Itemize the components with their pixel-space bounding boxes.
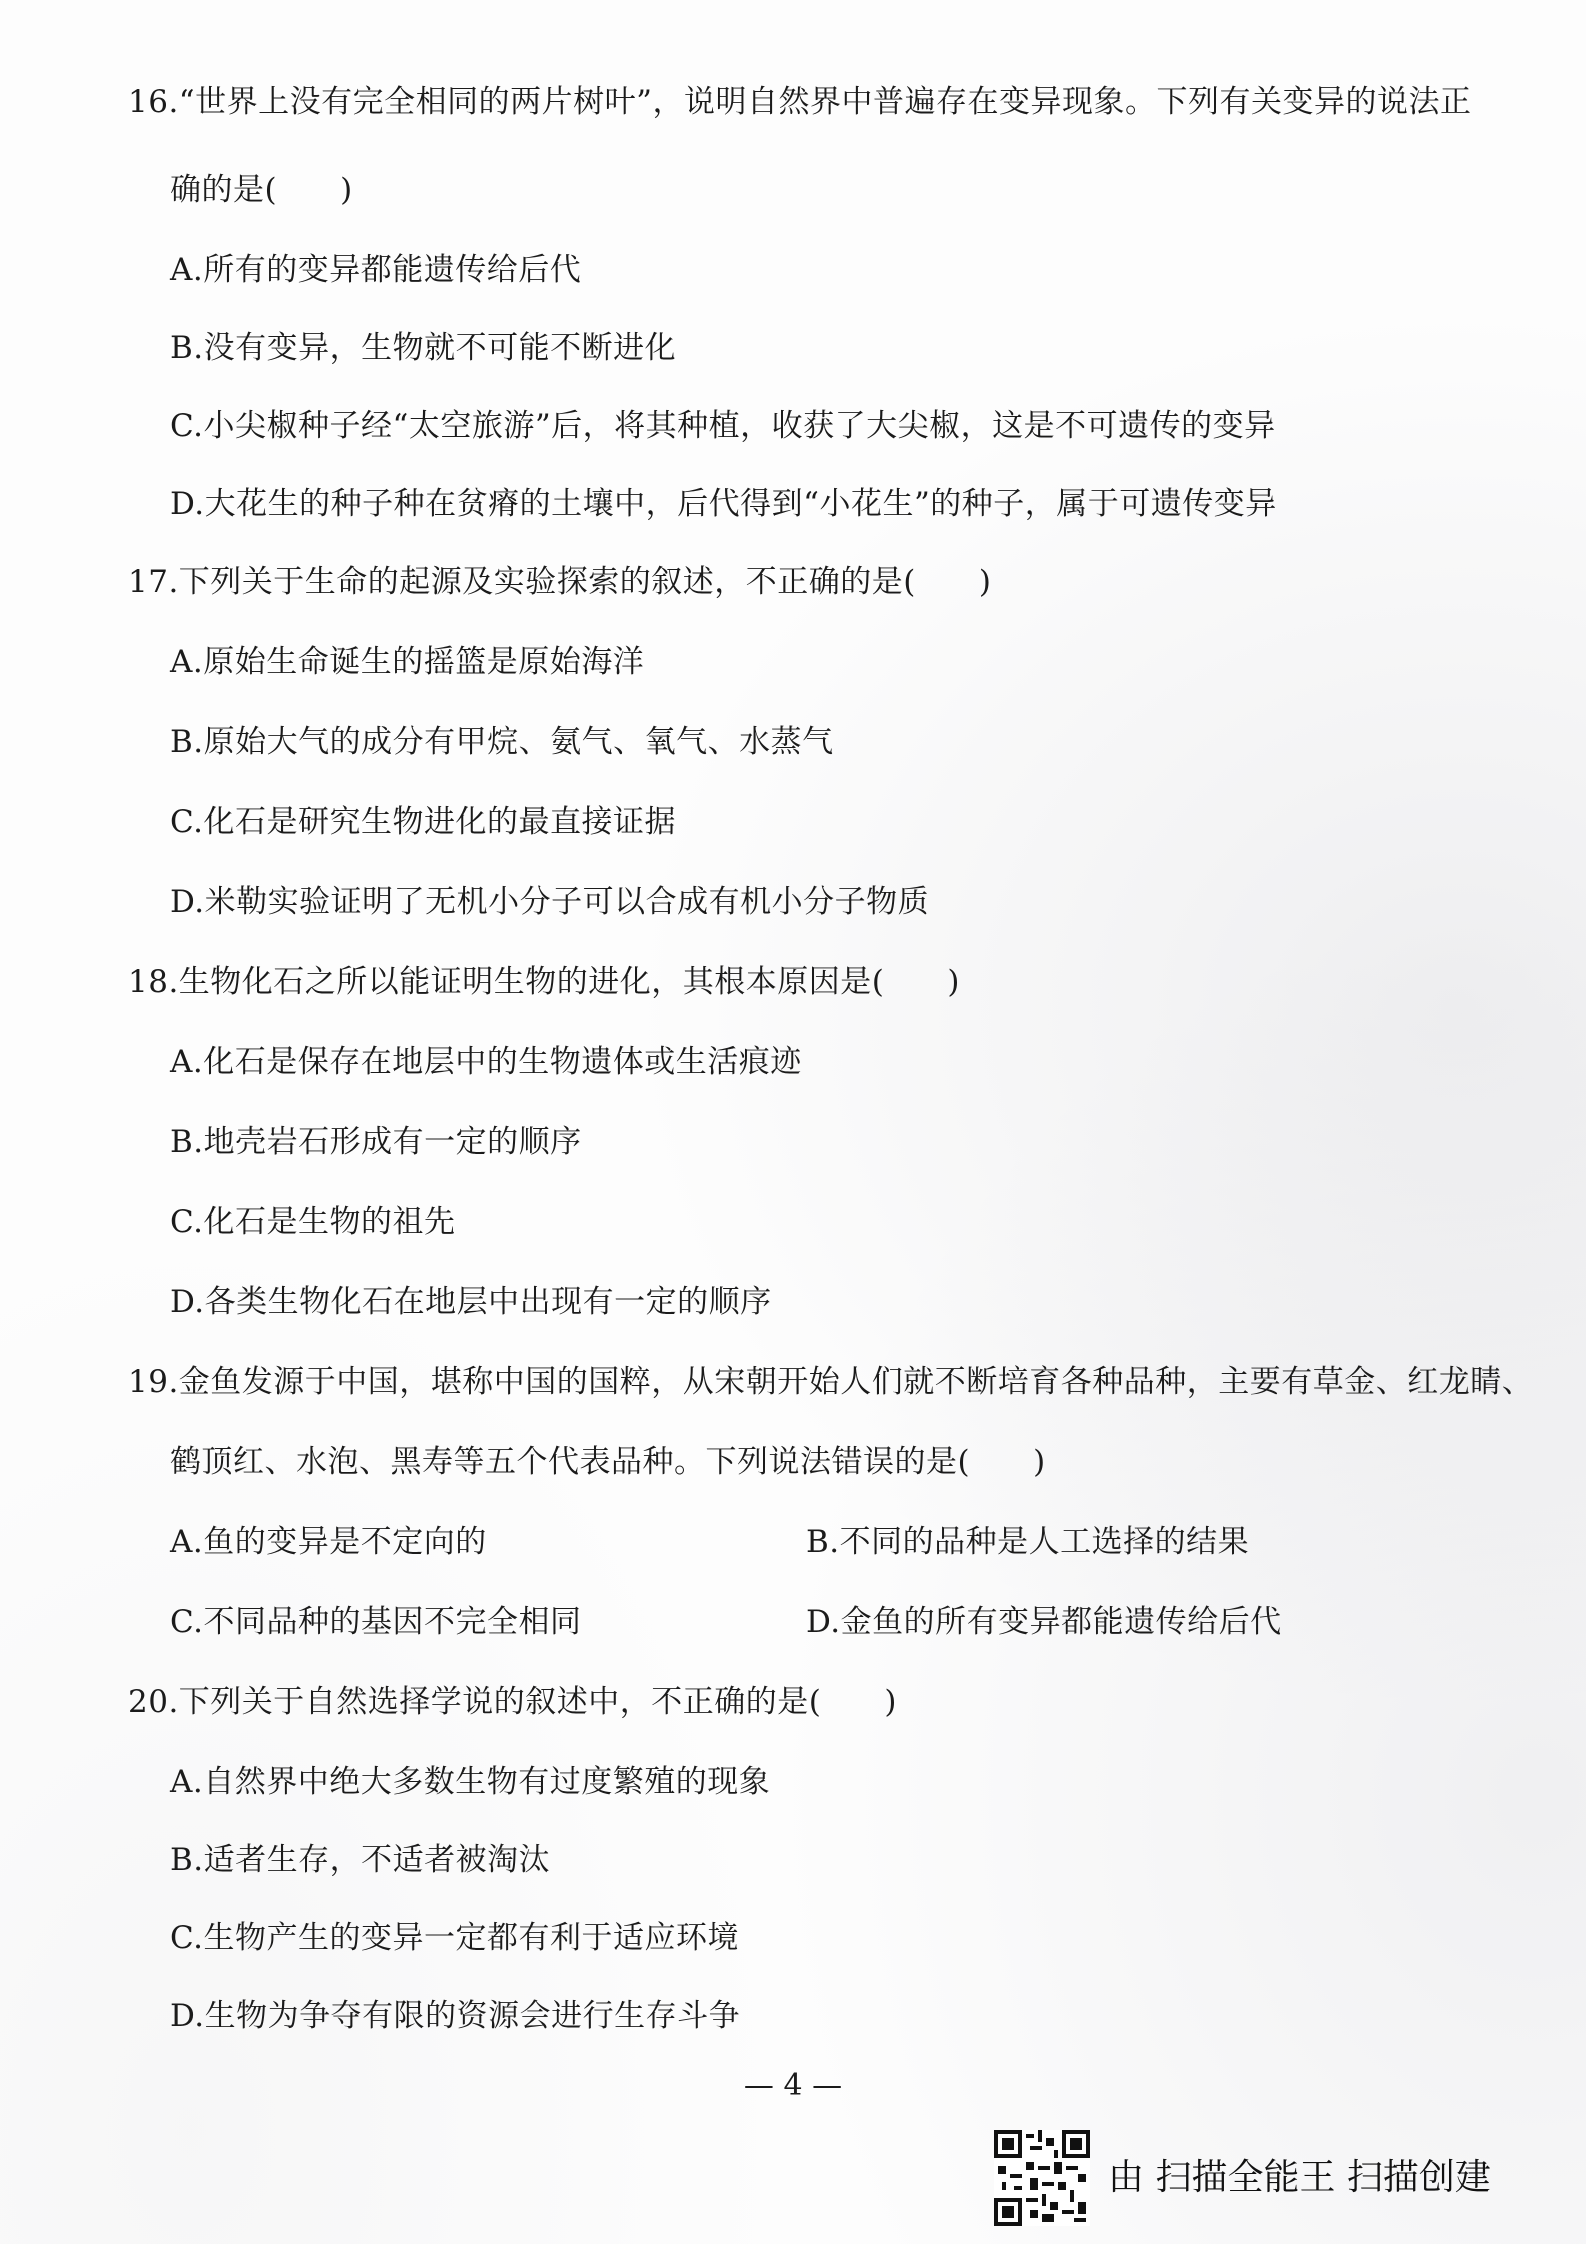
- question-16-option-c: C.小尖椒种子经“太空旅游”后，将其种植，收获了大尖椒，这是不可遗传的变异: [170, 408, 1276, 444]
- question-16-option-b: B.没有变异，生物就不可能不断进化: [170, 330, 677, 366]
- question-18-option-a: A.化石是保存在地层中的生物遗体或生活痕迹: [170, 1044, 802, 1080]
- question-19-option-d: D.金鱼的所有变异都能遗传给后代: [806, 1604, 1282, 1640]
- question-20-option-a: A.自然界中绝大多数生物有过度繁殖的现象: [170, 1764, 771, 1800]
- question-20-option-d: D.生物为争夺有限的资源会进行生存斗争: [170, 1998, 741, 2034]
- question-19-option-c: C.不同品种的基因不完全相同: [170, 1604, 582, 1640]
- question-16-option-d: D.大花生的种子种在贫瘠的土壤中，后代得到“小花生”的种子，属于可遗传变异: [170, 486, 1277, 522]
- question-19-stem: 19.金鱼发源于中国，堪称中国的国粹，从宋朝开始人们就不断培育各种品种，主要有草金、红龙睛、: [128, 1364, 1534, 1400]
- page-number: — 4 —: [743, 2068, 843, 2103]
- scanner-watermark: [994, 2130, 1554, 2226]
- question-17-option-a: A.原始生命诞生的摇篮是原始海洋: [170, 644, 645, 680]
- question-20-stem: 20.下列关于自然选择学说的叙述中，不正确的是( ): [128, 1684, 897, 1720]
- question-16-stem-continued: 确的是( ): [170, 172, 353, 208]
- question-18-option-d: D.各类生物化石在地层中出现有一定的顺序: [170, 1284, 772, 1320]
- question-17-option-b: B.原始大气的成分有甲烷、氨气、氧气、水蒸气: [170, 724, 834, 760]
- question-18-option-b: B.地壳岩石形成有一定的顺序: [170, 1124, 582, 1160]
- question-17-stem: 17.下列关于生命的起源及实验探索的叙述，不正确的是( ): [128, 564, 992, 600]
- question-19-option-b: B.不同的品种是人工选择的结果: [806, 1524, 1250, 1560]
- scanner-credit-text: 由 扫描全能王 扫描创建: [1108, 2157, 1491, 2198]
- question-19-stem-continued: 鹤顶红、水泡、黑寿等五个代表品种。下列说法错误的是( ): [170, 1444, 1046, 1480]
- question-20-option-c: C.生物产生的变异一定都有利于适应环境: [170, 1920, 739, 1956]
- question-17-option-c: C.化石是研究生物进化的最直接证据: [170, 804, 676, 840]
- qr-code-icon: [994, 2130, 1090, 2226]
- question-17-option-d: D.米勒实验证明了无机小分子可以合成有机小分子物质: [170, 884, 930, 920]
- question-20-option-b: B.适者生存，不适者被淘汰: [170, 1842, 551, 1878]
- question-16-option-a: A.所有的变异都能遗传给后代: [170, 252, 582, 288]
- question-18-stem: 18.生物化石之所以能证明生物的进化，其根本原因是( ): [128, 964, 960, 1000]
- question-19-option-a: A.鱼的变异是不定向的: [170, 1524, 487, 1560]
- question-16-stem: 16.“世界上没有完全相同的两片树叶”，说明自然界中普遍存在变异现象。下列有关变异的说法正: [128, 84, 1472, 120]
- question-18-option-c: C.化石是生物的祖先: [170, 1204, 456, 1240]
